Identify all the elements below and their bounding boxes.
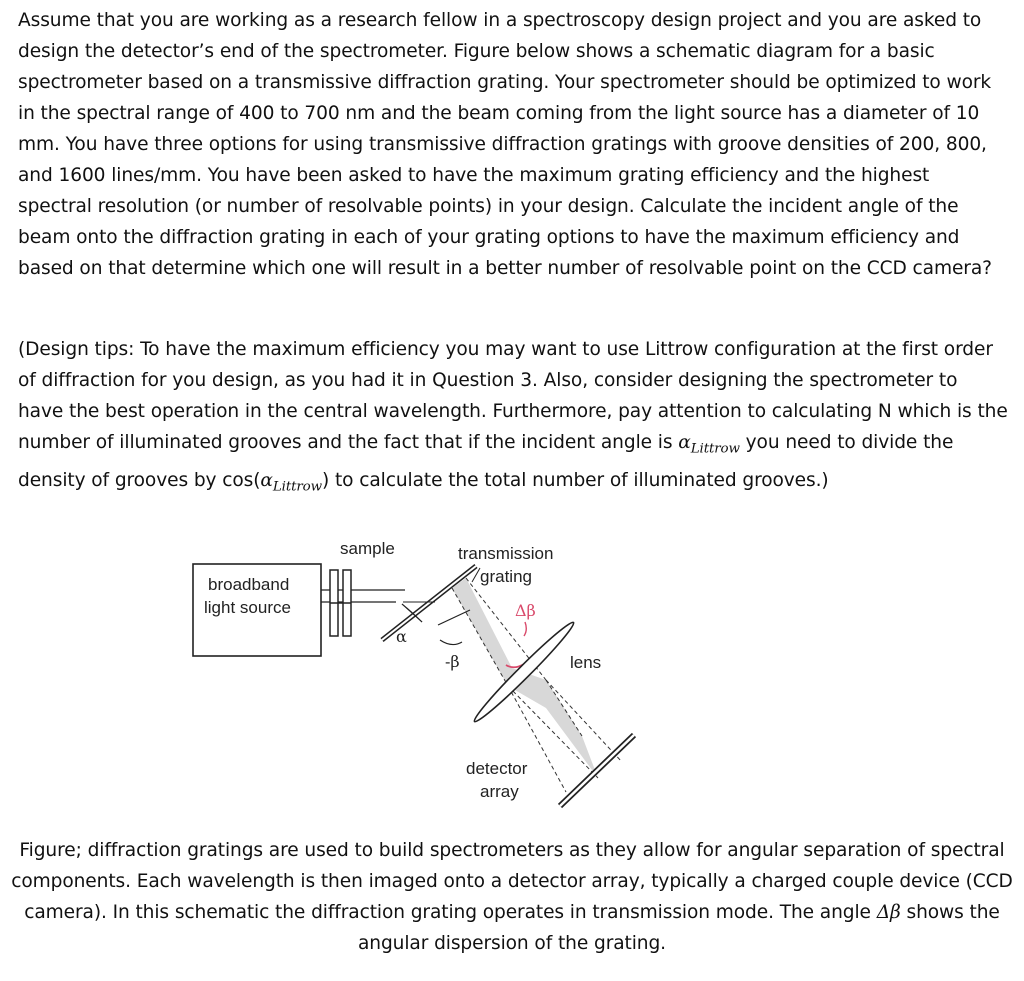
question-paragraph: Assume that you are working as a research fellow in a spectroscopy design project and you are asked to design the detector’s end of the spectrometer. Figure below shows a schematic diagram for a basic spectrometer based on a transmissive diffraction grating. Your spectrometer should be optimized to work in the spectral range of 400 to 700 nm and the beam coming from the light source has a diameter of 10 mm. You have three options for using transmissive diffraction gratings with groove densities of 200, 800, and 1600 lines/mm. You have been asked to have the maximum grating efficiency and the highest spectral resolution (or number of resolvable points) in your design. Calculate the incident angle of the beam onto the diffraction grating in each of your grating options to have the maximum efficiency and based on that determine which one will result in a better number of resolvable point on the CCD camera? xyxy=(18,10,992,279)
caption-text-part2: shows the angular dispersion of the grating. xyxy=(357,902,1000,954)
caption-text-part1: Figure; diffraction gratings are used to build spectrometers as they allow for angular separation of spectral components. Each wavelength is then imaged onto a detector array, typically a charged couple device (CCD camera). In this schematic the diffraction grating operates in transmission mode. The angle xyxy=(11,840,1013,923)
tips-text-part2: you need to divide the density of grooves by xyxy=(18,432,954,491)
dispersion-label: Δβ xyxy=(515,601,536,620)
grating-label-line1: transmission xyxy=(458,544,554,563)
detector-array xyxy=(560,735,634,806)
detector-label-line2: array xyxy=(480,782,519,801)
design-tips-paragraph xyxy=(18,334,1008,502)
spectrometer-schematic xyxy=(190,530,670,820)
caption-delta-beta-symbol: Δβ xyxy=(876,902,901,923)
diffraction-angle-marker xyxy=(438,610,470,645)
dispersion-arrow xyxy=(524,622,526,636)
sample-cuvette xyxy=(330,570,351,636)
tips-text-part1: (Design tips: To have the maximum efficiency you may want to use Littrow configuration at the first order of diffraction for you design, as you had it in Question 3. Also, consider designing the spectrometer to have the best operation in the central wavelength. Furthermore, pay attention to calculating N which is the number of illuminated grooves and the fact that if the incident angle is xyxy=(18,339,1008,453)
cos-function: $\cos(\alpha_{Littrow}$ xyxy=(222,469,322,495)
light-source-label-line1: broadband xyxy=(208,575,290,594)
alpha-angle-label: α xyxy=(396,627,407,646)
light-source-label-line2: light source xyxy=(204,598,291,617)
lens-label: lens xyxy=(570,653,602,672)
figure-caption xyxy=(10,835,1014,959)
grating-label-line2: grating xyxy=(480,567,532,586)
tips-text-part3: ) to calculate the total number of illuminated grooves.) xyxy=(321,469,829,491)
detector-label-line1: detector xyxy=(466,759,528,778)
alpha-littrow-symbol: $\alpha_{Littrow}$ xyxy=(678,432,740,457)
beta-angle-label: -β xyxy=(445,652,460,671)
sample-label: sample xyxy=(340,539,395,558)
